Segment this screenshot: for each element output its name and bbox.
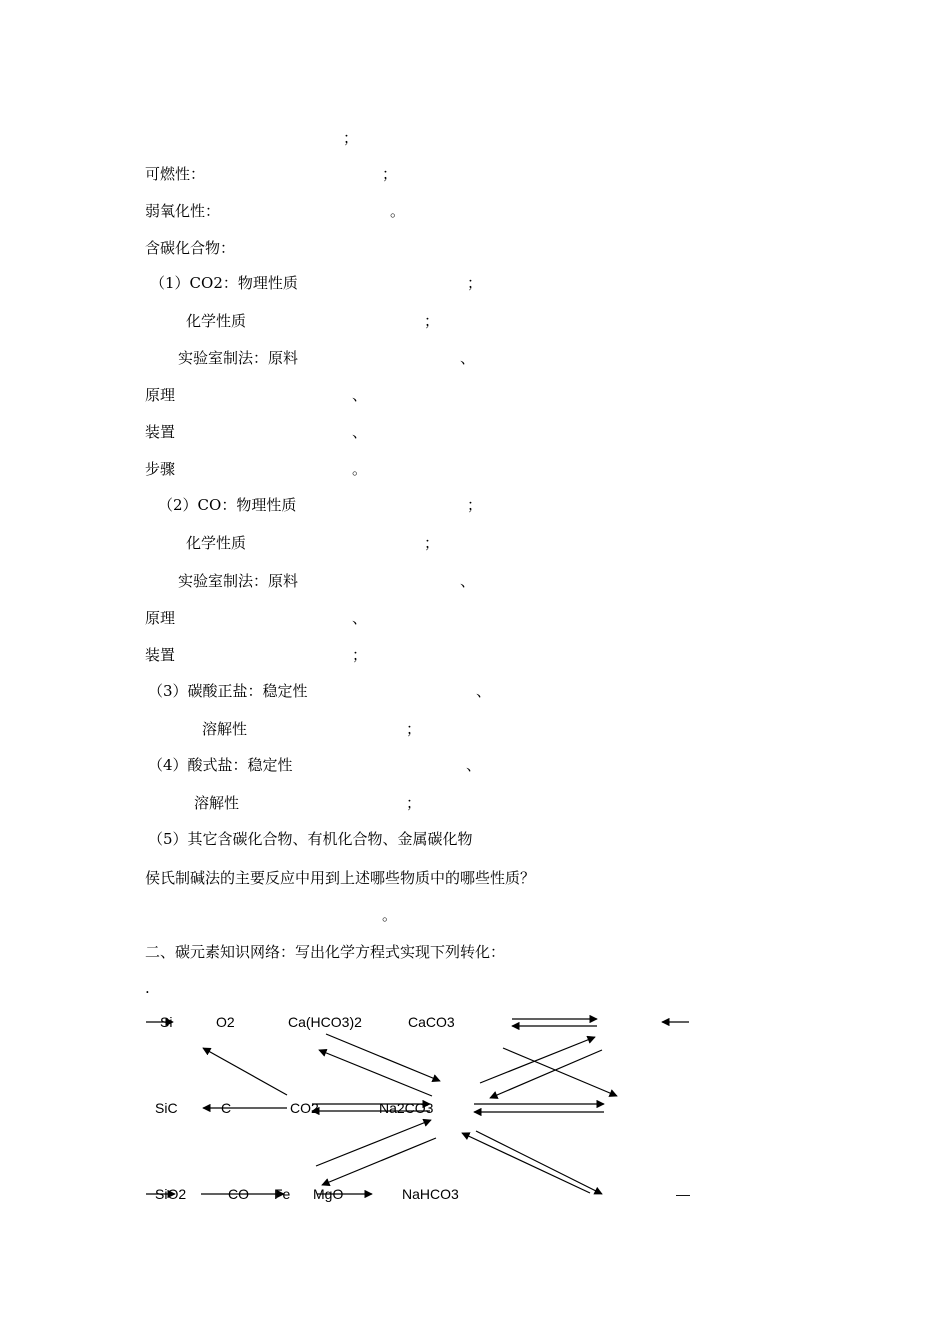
label-o2: O2: [216, 1014, 235, 1030]
section2-title: 二、碳元素知识网络：写出化学方程式实现下列转化：: [145, 943, 506, 961]
co2-principle-label: 原理: [145, 386, 176, 404]
co2-device-separator: 、: [352, 423, 368, 441]
label-mgo: MgO: [313, 1186, 344, 1202]
label-caco3: CaCO3: [408, 1014, 455, 1030]
co-physical-semicolon: ；: [467, 496, 483, 514]
arrow-na2co3-to-cahco3: [319, 1050, 432, 1096]
flammability-label: 可燃性：: [145, 165, 206, 183]
other-compounds-line: （5）其它含碳化合物、有机化合物、金属碳化物: [148, 830, 473, 848]
label-dash: —: [676, 1186, 690, 1202]
co2-chemical-label: 化学性质: [186, 312, 247, 330]
carbonate-solubility-semicolon: ；: [406, 720, 422, 738]
label-sio2: SiO2: [155, 1186, 187, 1202]
hou-process-end: 。: [382, 906, 398, 924]
label-c: C: [221, 1100, 232, 1116]
co-chemical-semicolon: ；: [424, 534, 440, 552]
acid-salt-stability-separator: 、: [466, 756, 482, 774]
acid-salt-solubility-semicolon: ；: [406, 794, 422, 812]
co2-physical-semicolon: ；: [467, 274, 483, 292]
weak-oxidation-end: 。: [390, 202, 406, 220]
co2-steps-label: 步骤: [145, 460, 176, 478]
line0-semicolon: ；: [343, 129, 359, 147]
label-co: CO: [228, 1186, 249, 1202]
weak-oxidation-label: 弱氧化性：: [145, 202, 221, 220]
hou-process-question: 侯氏制碱法的主要反应中用到上述哪些物质中的哪些性质？: [145, 869, 536, 887]
co2-lab-separator: 、: [460, 349, 476, 367]
co-lab-label: 实验室制法：原料: [178, 572, 299, 590]
co2-steps-end: 。: [352, 460, 368, 478]
co2-lab-label: 实验室制法：原料: [178, 349, 299, 367]
co2-physical-label: （1）CO2：物理性质: [150, 274, 298, 292]
co-physical-label: （2）CO：物理性质: [158, 496, 297, 514]
acid-salt-solubility-label: 溶解性: [194, 794, 240, 812]
co-device-label: 装置: [145, 646, 176, 664]
label-sic: SiC: [155, 1100, 178, 1116]
co-principle-label: 原理: [145, 609, 176, 627]
co2-device-label: 装置: [145, 423, 176, 441]
label-ca-hco3-2: Ca(HCO3)2: [288, 1014, 362, 1030]
arrow-lower-right-to-na2co3: [462, 1133, 590, 1193]
label-nahco3: NaHCO3: [402, 1186, 459, 1202]
carbonate-solubility-label: 溶解性: [202, 720, 248, 738]
flammability-semicolon: ；: [382, 165, 398, 183]
label-si: Si: [160, 1014, 173, 1030]
label-na2co3: Na2CO3: [379, 1100, 434, 1116]
co-principle-separator: 、: [352, 609, 368, 627]
co-device-semicolon: ；: [352, 646, 368, 664]
arrow-na2co3-to-mgo: [322, 1138, 436, 1185]
co2-principle-separator: 、: [352, 386, 368, 404]
label-co2: CO2: [290, 1100, 319, 1116]
arrow-mgo-to-na2co3: [316, 1120, 431, 1166]
co2-chemical-semicolon: ；: [424, 312, 440, 330]
carbon-compounds-heading: 含碳化合物：: [145, 239, 236, 257]
label-fe: Fe: [274, 1186, 291, 1202]
carbonate-stability-separator: 、: [476, 682, 492, 700]
co-lab-separator: 、: [460, 572, 476, 590]
acid-salt-stability-label: （4）酸式盐：稳定性: [148, 756, 293, 774]
stray-dot: .: [145, 979, 150, 997]
carbonate-stability-label: （3）碳酸正盐：稳定性: [148, 682, 308, 700]
arrow-co2-to-o2: [203, 1048, 287, 1095]
arrow-mid-down-right: [503, 1048, 617, 1096]
co-chemical-label: 化学性质: [186, 534, 247, 552]
arrow-cahco3-to-na2co3: [326, 1034, 440, 1081]
arrow-na2co3-to-lower-right: [476, 1131, 602, 1194]
